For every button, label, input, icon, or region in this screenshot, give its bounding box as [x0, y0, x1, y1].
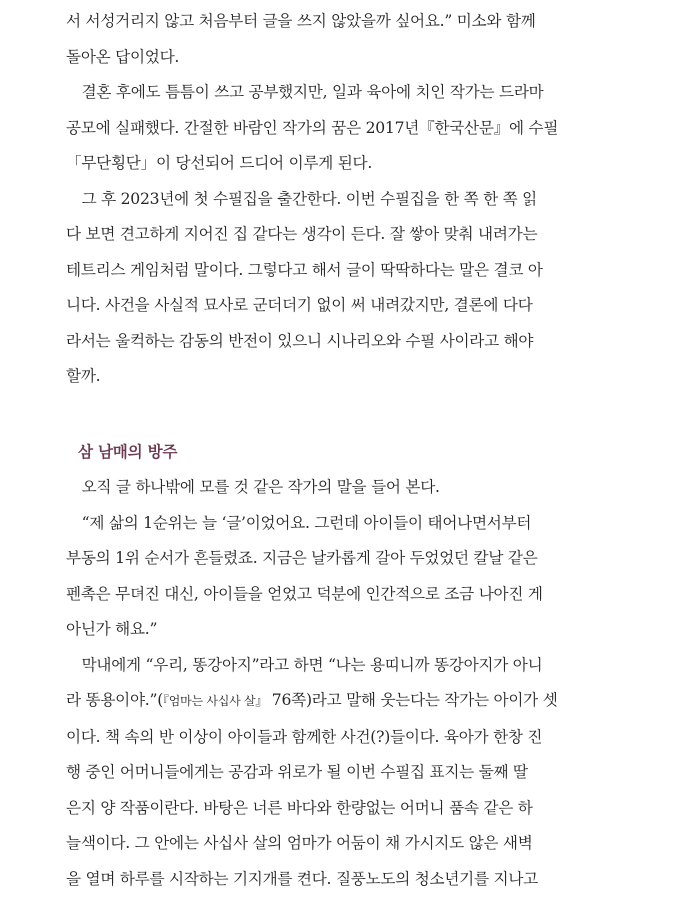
- text-line: 돌아온 답이었다.: [66, 40, 641, 76]
- text-line: 은지 양 작품이란다. 바탕은 너른 바다와 한량없는 어머니 품속 같은 하: [66, 791, 641, 827]
- text-line: 아닌가 해요.”: [66, 612, 641, 648]
- citation-suffix: 76쪽)라고 말해 웃는다는 작가는 아이가 셋: [267, 691, 557, 709]
- paragraph-2: [66, 75, 641, 182]
- citation-prefix: 라 똥용이야.”(: [66, 691, 163, 709]
- text-line: 서 서성거리지 않고 처음부터 글을 쓰지 않았을까 싶어요.” 미소와 함께: [66, 4, 641, 40]
- paragraph-4: [66, 470, 641, 506]
- text-line: 행 중인 어머니들에게는 공감과 위로가 될 이번 수필집 표지는 둘째 딸: [66, 755, 641, 791]
- text-line: 늘색이다. 그 안에는 사십사 살의 엄마가 어둠이 채 가시지도 않은 새벽: [66, 826, 641, 862]
- paragraph-6: [66, 648, 641, 897]
- text-line: 「무단횡단」이 당선되어 드디어 이루게 된다.: [66, 146, 641, 182]
- text-line: 을 열며 하루를 시작하는 기지개를 켠다. 질풍노도의 청소년기를 지나고: [66, 862, 641, 897]
- section-heading: 삼 남매의 방주: [66, 435, 641, 471]
- text-line: 결혼 후에도 틈틈이 쓰고 공부했지만, 일과 육아에 치인 작가는 드라마: [66, 75, 641, 111]
- text-line: 이다. 책 속의 반 이상이 아이들과 함께한 사건(?)들이다. 육아가 한창 진: [66, 720, 641, 756]
- text-line: 펜촉은 무뎌진 대신, 아이들을 얻었고 덕분에 인간적으로 조금 나아진 게: [66, 577, 641, 613]
- text-line: “제 삶의 1순위는 늘 ‘글’이었어요. 그런데 아이들이 태어나면서부터: [66, 506, 641, 542]
- text-line: 할까.: [66, 359, 641, 395]
- paragraph-1: [66, 4, 641, 75]
- text-line: 니다. 사건을 사실적 묘사로 군더더기 없이 써 내려갔지만, 결론에 다다: [66, 288, 641, 324]
- text-line: 공모에 실패했다. 간절한 바람인 작가의 꿈은 2017년『한국산문』에 수필: [66, 111, 641, 147]
- text-line: 다 보면 견고하게 지어진 집 같다는 생각이 든다. 잘 쌓아 맞춰 내려가는: [66, 217, 641, 253]
- text-line: 부동의 1위 순서가 흔들렸죠. 지금은 날카롭게 갈아 두었었던 칼날 같은: [66, 541, 641, 577]
- paragraph-5: [66, 506, 641, 648]
- text-line: 그 후 2023년에 첫 수필집을 출간한다. 이번 수필집을 한 쪽 한 쪽 읽: [66, 182, 641, 218]
- text-line-with-citation: [66, 683, 641, 720]
- text-line: 막내에게 “우리, 똥강아지”라고 하면 “나는 용띠니까 똥강아지가 아니: [66, 648, 641, 684]
- text-line: 오직 글 하나밖에 모를 것 같은 작가의 말을 들어 본다.: [66, 470, 641, 506]
- book-title-citation: 『엄마는 사십사 살』: [163, 694, 267, 708]
- text-line: 라서는 울컥하는 감동의 반전이 있으니 시나리오와 수필 사이라고 해야: [66, 324, 641, 360]
- paragraph-3: [66, 182, 641, 395]
- text-line: 테트리스 게임처럼 말이다. 그렇다고 해서 글이 딱딱하다는 말은 결코 아: [66, 253, 641, 289]
